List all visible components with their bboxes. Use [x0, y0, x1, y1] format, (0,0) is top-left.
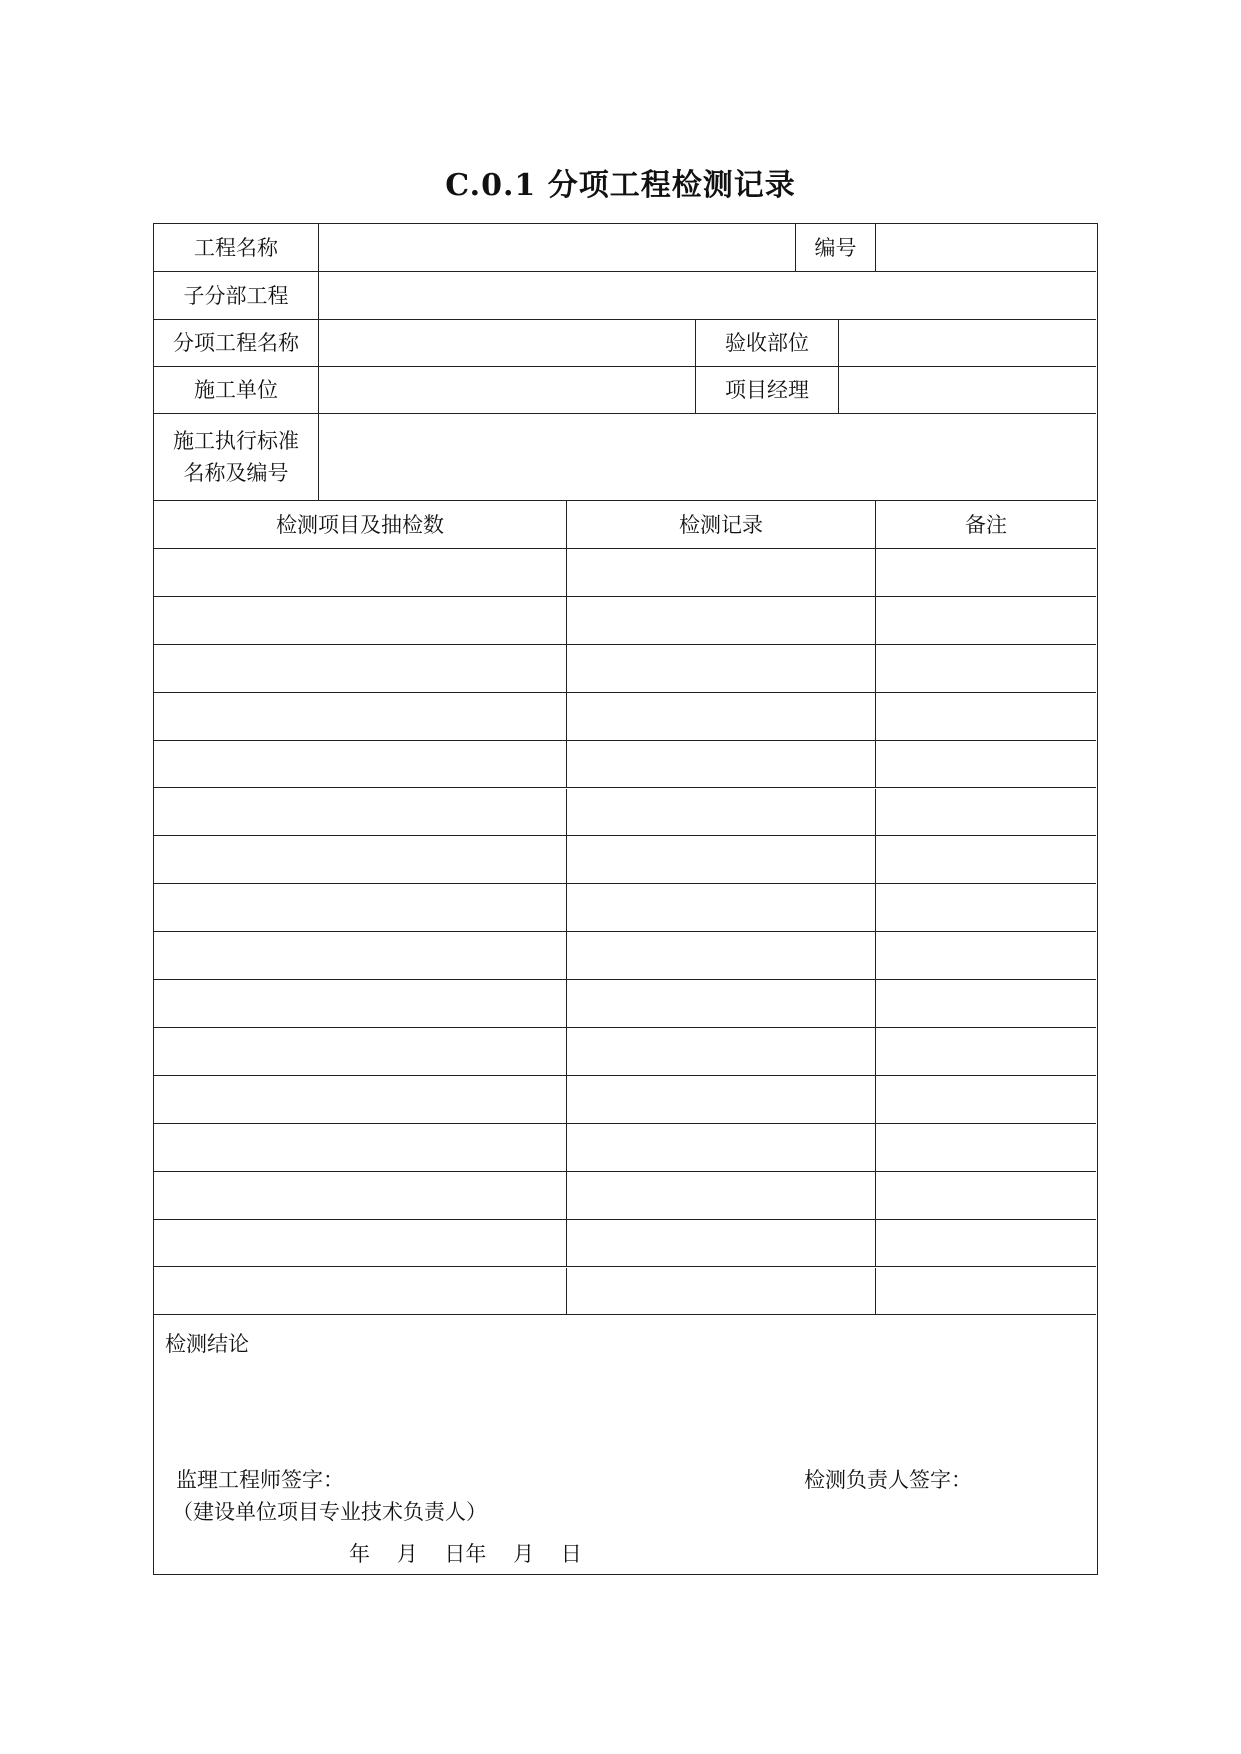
table-row-3-remarks-cell[interactable]	[876, 645, 1096, 693]
table-row-4-item-cell[interactable]	[154, 693, 567, 741]
number-field[interactable]	[876, 224, 1096, 272]
page-title: C.0.1 分项工程检测记录	[445, 168, 796, 203]
table-row-3-item-cell[interactable]	[154, 645, 567, 693]
sub-item-name-field[interactable]	[319, 320, 696, 367]
table-row-6-remarks-cell[interactable]	[876, 789, 1096, 837]
table-row-2-record-cell[interactable]	[567, 597, 876, 645]
supervisor-signature-label: 监理工程师签字：	[176, 1468, 344, 1492]
sub-division-label: 子分部工程	[154, 272, 319, 320]
inspector-signature-label: 检测负责人签字：	[804, 1468, 972, 1492]
table-row-10-remarks-cell[interactable]	[876, 980, 1096, 1028]
table-row-5-remarks-cell[interactable]	[876, 741, 1096, 789]
table-row-13-record-cell[interactable]	[567, 1124, 876, 1172]
inspection-record-form	[153, 223, 1098, 1575]
table-row-7-record-cell[interactable]	[567, 836, 876, 884]
standard-label	[154, 414, 319, 501]
table-row-8-remarks-cell[interactable]	[876, 884, 1096, 932]
table-row-10-record-cell[interactable]	[567, 980, 876, 1028]
table-row-3-record-cell[interactable]	[567, 645, 876, 693]
column-header-item: 检测项目及抽检数	[154, 501, 567, 549]
table-row-13-item-cell[interactable]	[154, 1124, 567, 1172]
project-manager-field[interactable]	[839, 367, 1096, 414]
table-row-6-item-cell[interactable]	[154, 789, 567, 837]
table-row-11-item-cell[interactable]	[154, 1028, 567, 1076]
table-row-9-remarks-cell[interactable]	[876, 932, 1096, 980]
table-row-12-remarks-cell[interactable]	[876, 1076, 1096, 1124]
table-row-16-record-cell[interactable]	[567, 1268, 876, 1316]
project-name-label: 工程名称	[154, 224, 319, 272]
table-row-7-remarks-cell[interactable]	[876, 836, 1096, 884]
table-row-12-item-cell[interactable]	[154, 1076, 567, 1124]
table-row-16-item-cell[interactable]	[154, 1268, 567, 1316]
column-header-remarks: 备注	[876, 501, 1096, 549]
acceptance-part-field[interactable]	[839, 320, 1096, 367]
table-row-4-remarks-cell[interactable]	[876, 693, 1096, 741]
table-row-9-record-cell[interactable]	[567, 932, 876, 980]
table-row-8-record-cell[interactable]	[567, 884, 876, 932]
table-row-15-remarks-cell[interactable]	[876, 1220, 1096, 1268]
conclusion-label: 检测结论	[165, 1332, 249, 1356]
project-name-field[interactable]	[319, 224, 796, 272]
table-row-1-item-cell[interactable]	[154, 549, 567, 597]
table-row-7-item-cell[interactable]	[154, 836, 567, 884]
table-row-14-record-cell[interactable]	[567, 1172, 876, 1220]
table-row-14-remarks-cell[interactable]	[876, 1172, 1096, 1220]
table-row-12-record-cell[interactable]	[567, 1076, 876, 1124]
project-manager-label: 项目经理	[696, 367, 839, 414]
table-row-2-remarks-cell[interactable]	[876, 597, 1096, 645]
table-row-10-item-cell[interactable]	[154, 980, 567, 1028]
supervisor-note: （建设单位项目专业技术负责人）	[172, 1500, 487, 1524]
standard-field[interactable]	[319, 414, 1096, 501]
number-label: 编号	[796, 224, 876, 272]
standard-label-line2: 名称及编号	[183, 461, 289, 485]
table-row-11-remarks-cell[interactable]	[876, 1028, 1096, 1076]
contractor-label: 施工单位	[154, 367, 319, 414]
table-row-14-item-cell[interactable]	[154, 1172, 567, 1220]
standard-label-line1: 施工执行标准	[173, 429, 299, 453]
table-row-15-record-cell[interactable]	[567, 1220, 876, 1268]
table-row-15-item-cell[interactable]	[154, 1220, 567, 1268]
date-line: 年 月 日年 月 日	[349, 1542, 582, 1566]
acceptance-part-label: 验收部位	[696, 320, 839, 367]
table-row-16-remarks-cell[interactable]	[876, 1268, 1096, 1316]
table-row-5-record-cell[interactable]	[567, 741, 876, 789]
table-row-8-item-cell[interactable]	[154, 884, 567, 932]
table-row-13-remarks-cell[interactable]	[876, 1124, 1096, 1172]
column-header-record: 检测记录	[567, 501, 876, 549]
table-row-5-item-cell[interactable]	[154, 741, 567, 789]
table-row-1-remarks-cell[interactable]	[876, 549, 1096, 597]
sub-division-field[interactable]	[319, 272, 1096, 320]
table-row-4-record-cell[interactable]	[567, 693, 876, 741]
conclusion-section[interactable]	[154, 1316, 1096, 1574]
contractor-field[interactable]	[319, 367, 696, 414]
table-row-1-record-cell[interactable]	[567, 549, 876, 597]
table-row-6-record-cell[interactable]	[567, 789, 876, 837]
table-row-9-item-cell[interactable]	[154, 932, 567, 980]
table-row-11-record-cell[interactable]	[567, 1028, 876, 1076]
sub-item-name-label: 分项工程名称	[154, 320, 319, 367]
table-row-2-item-cell[interactable]	[154, 597, 567, 645]
